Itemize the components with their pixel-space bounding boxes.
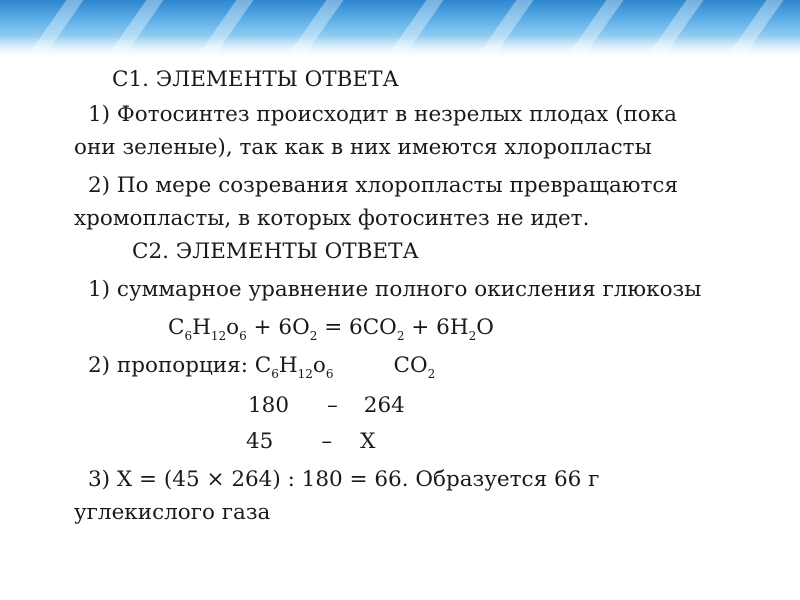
c1-item2-line1: 2) По мере созревания хлоропласты превращаются	[88, 173, 679, 198]
proportion-row-1: 180 – 264	[248, 393, 405, 418]
c1-item1-line1: 1) Фотосинтез происходит в незрелых плодах (пока	[88, 102, 677, 127]
c2-item1: 1) суммарное уравнение полного окисления глюкозы	[88, 277, 702, 302]
c2-item3-line1: 3) Х = (45 × 264) : 180 = 66. Образуется 66 г	[88, 467, 600, 492]
c1-heading: С1. ЭЛЕМЕНТЫ ОТВЕТА	[112, 67, 399, 92]
c1-item1-line2: они зеленые), так как в них имеются хлоропласты	[74, 135, 652, 160]
c2-item3-line2: углекислого газа	[74, 500, 271, 525]
c1-item2-line2: хромопласты, в которых фотосинтез не идет.	[74, 206, 590, 231]
glucose-oxidation-equation: $С_6Н_{12}о_6 + 6О_2 = 6СО_2 + 6Н_2О$	[168, 315, 494, 343]
proportion-row-2: 45 – Х	[246, 429, 376, 454]
proportion-line: 2) пропорция: $С_6Н_{12}о_6$ $СО_2$	[88, 353, 436, 381]
c2-heading: С2. ЭЛЕМЕНТЫ ОТВЕТА	[132, 239, 419, 264]
